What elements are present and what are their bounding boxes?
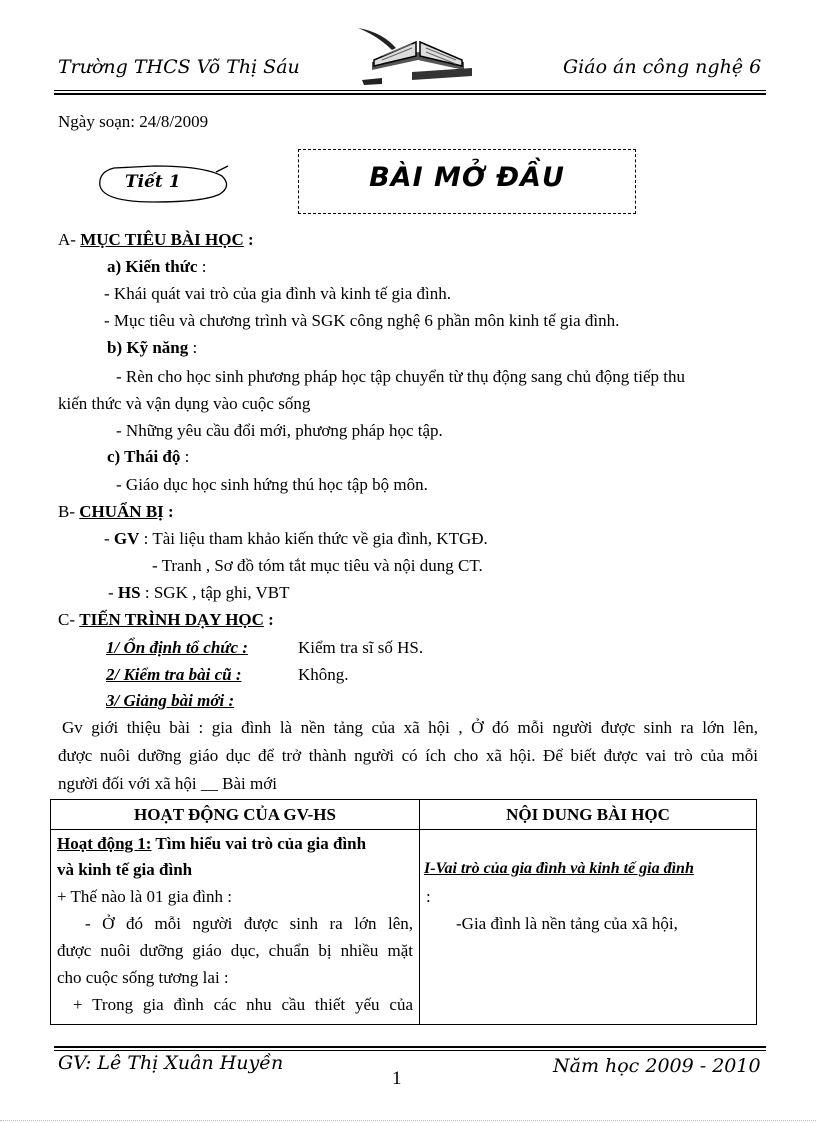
content-heading: I-Vai trò của gia đình và kinh tế gia đình — [424, 860, 694, 877]
knowledge-item-1: - Khái quát vai trò của gia đình và kinh tế gia đình. — [104, 284, 451, 303]
question-1: + Thế nào là 01 gia đình : — [57, 887, 232, 906]
skills-colon: : — [188, 338, 198, 357]
lesson-table — [50, 799, 757, 1025]
question-2: + Trong gia đình các nhu cầu thiết yếu của — [73, 995, 413, 1014]
knowledge-label: a) Kiến thức — [107, 257, 198, 276]
skills-line-2: kiến thức và vận dụng vào cuộc sống — [58, 394, 311, 413]
section-a-prefix: A- — [58, 230, 81, 249]
step-2-label: 2/ Kiểm tra bài cũ : — [106, 665, 242, 684]
section-b-suffix: : — [163, 502, 174, 521]
activity-cell — [51, 830, 420, 1025]
answer-1-line-1: - Ở đó mỗi người được sinh ra lớn lên, — [85, 914, 413, 933]
page-edge — [0, 1120, 816, 1121]
col-header-activity: HOẠT ĐỘNG CỦA GV-HS — [51, 800, 420, 830]
section-a-title: MỤC TIÊU BÀI HỌC — [80, 230, 244, 249]
attitude-item: - Giáo dục học sinh hứng thú học tập bộ môn. — [116, 475, 428, 494]
gv-text: : Tài liệu tham khảo kiến thức về gia đình, KTGĐ. — [139, 529, 488, 548]
header-subject: Giáo án công nghệ 6 — [563, 56, 762, 78]
answer-1-line-2: được nuôi dưỡng giáo dục, chuẩn bị nhiều mặt — [57, 941, 413, 960]
activity-text: Tìm hiểu vai trò của gia đình — [151, 834, 367, 853]
content-heading-colon: : — [426, 887, 431, 906]
knowledge-colon: : — [197, 257, 207, 276]
step-1-label: 1/ Ổn định tổ chức : — [106, 638, 248, 657]
section-c-title: TIẾN TRÌNH DẠY HỌC — [79, 610, 264, 629]
header-school: Trường THCS Võ Thị Sáu — [58, 56, 300, 78]
attitude-colon: : — [180, 447, 190, 466]
intro-line-1: Gv giới thiệu bài : gia đình là nền tảng của xã hội , Ở đó mỗi người được sinh ra lớn lên, — [62, 718, 758, 737]
footer-year: Năm học 2009 - 2010 — [553, 1055, 761, 1077]
skills-label: b) Kỹ năng — [107, 338, 189, 357]
intro-line-2: được nuôi dưỡng giáo dục để trở thành người có ích cho xã hội. Để biết được vai trò của mỗi — [58, 746, 758, 765]
lesson-badge: Tiết 1 — [125, 172, 181, 192]
date-line: Ngày soạn: 24/8/2009 — [58, 112, 209, 131]
gv-prefix: - — [104, 529, 114, 548]
section-b-prefix: B- — [58, 502, 80, 521]
content-point-1: -Gia đình là nền tảng của xã hội, — [456, 914, 678, 933]
hs-prefix: - — [108, 583, 118, 602]
gv-text-2: - Tranh , Sơ đồ tóm tắt mục tiêu và nội dung CT. — [152, 556, 483, 575]
lesson-title: BÀI MỞ ĐẦU — [369, 162, 565, 193]
step-1-text: Kiểm tra sĩ số HS. — [298, 638, 424, 657]
section-c-suffix: : — [263, 610, 274, 629]
content-cell — [420, 830, 757, 1025]
gv-label: GV — [113, 529, 140, 548]
skills-line-3: - Những yêu cầu đổi mới, phương pháp học tập. — [116, 421, 443, 440]
hs-label: HS — [117, 583, 141, 602]
section-a-suffix: : — [243, 230, 254, 249]
book-logo-icon — [352, 22, 480, 88]
section-c-prefix: C- — [58, 610, 80, 629]
footer-teacher: GV: Lê Thị Xuân Huyền — [58, 1052, 284, 1074]
col-header-content: NỘI DUNG BÀI HỌC — [420, 800, 757, 830]
activity-text-2: và kinh tế gia đình — [57, 860, 193, 879]
skills-line-1: - Rèn cho học sinh phương pháp học tập chuyển từ thụ động sang chủ động tiếp thu — [116, 367, 685, 386]
section-b-title: CHUẨN BỊ — [79, 502, 164, 521]
step-3-label: 3/ Giảng bài mới : — [106, 691, 235, 710]
attitude-label: c) Thái độ — [107, 447, 181, 466]
activity-label: Hoạt động 1: — [57, 834, 152, 853]
answer-1-line-3: cho cuộc sống tương lai : — [57, 968, 229, 987]
knowledge-item-2: - Mục tiêu và chương trình và SGK công nghệ 6 phần môn kinh tế gia đình. — [104, 311, 620, 330]
hs-text: : SGK , tập ghi, VBT — [140, 583, 290, 602]
page-number: 1 — [392, 1068, 402, 1089]
step-2-text: Không. — [298, 665, 349, 684]
intro-line-3: người đối với xã hội __ Bài mới — [58, 774, 277, 793]
